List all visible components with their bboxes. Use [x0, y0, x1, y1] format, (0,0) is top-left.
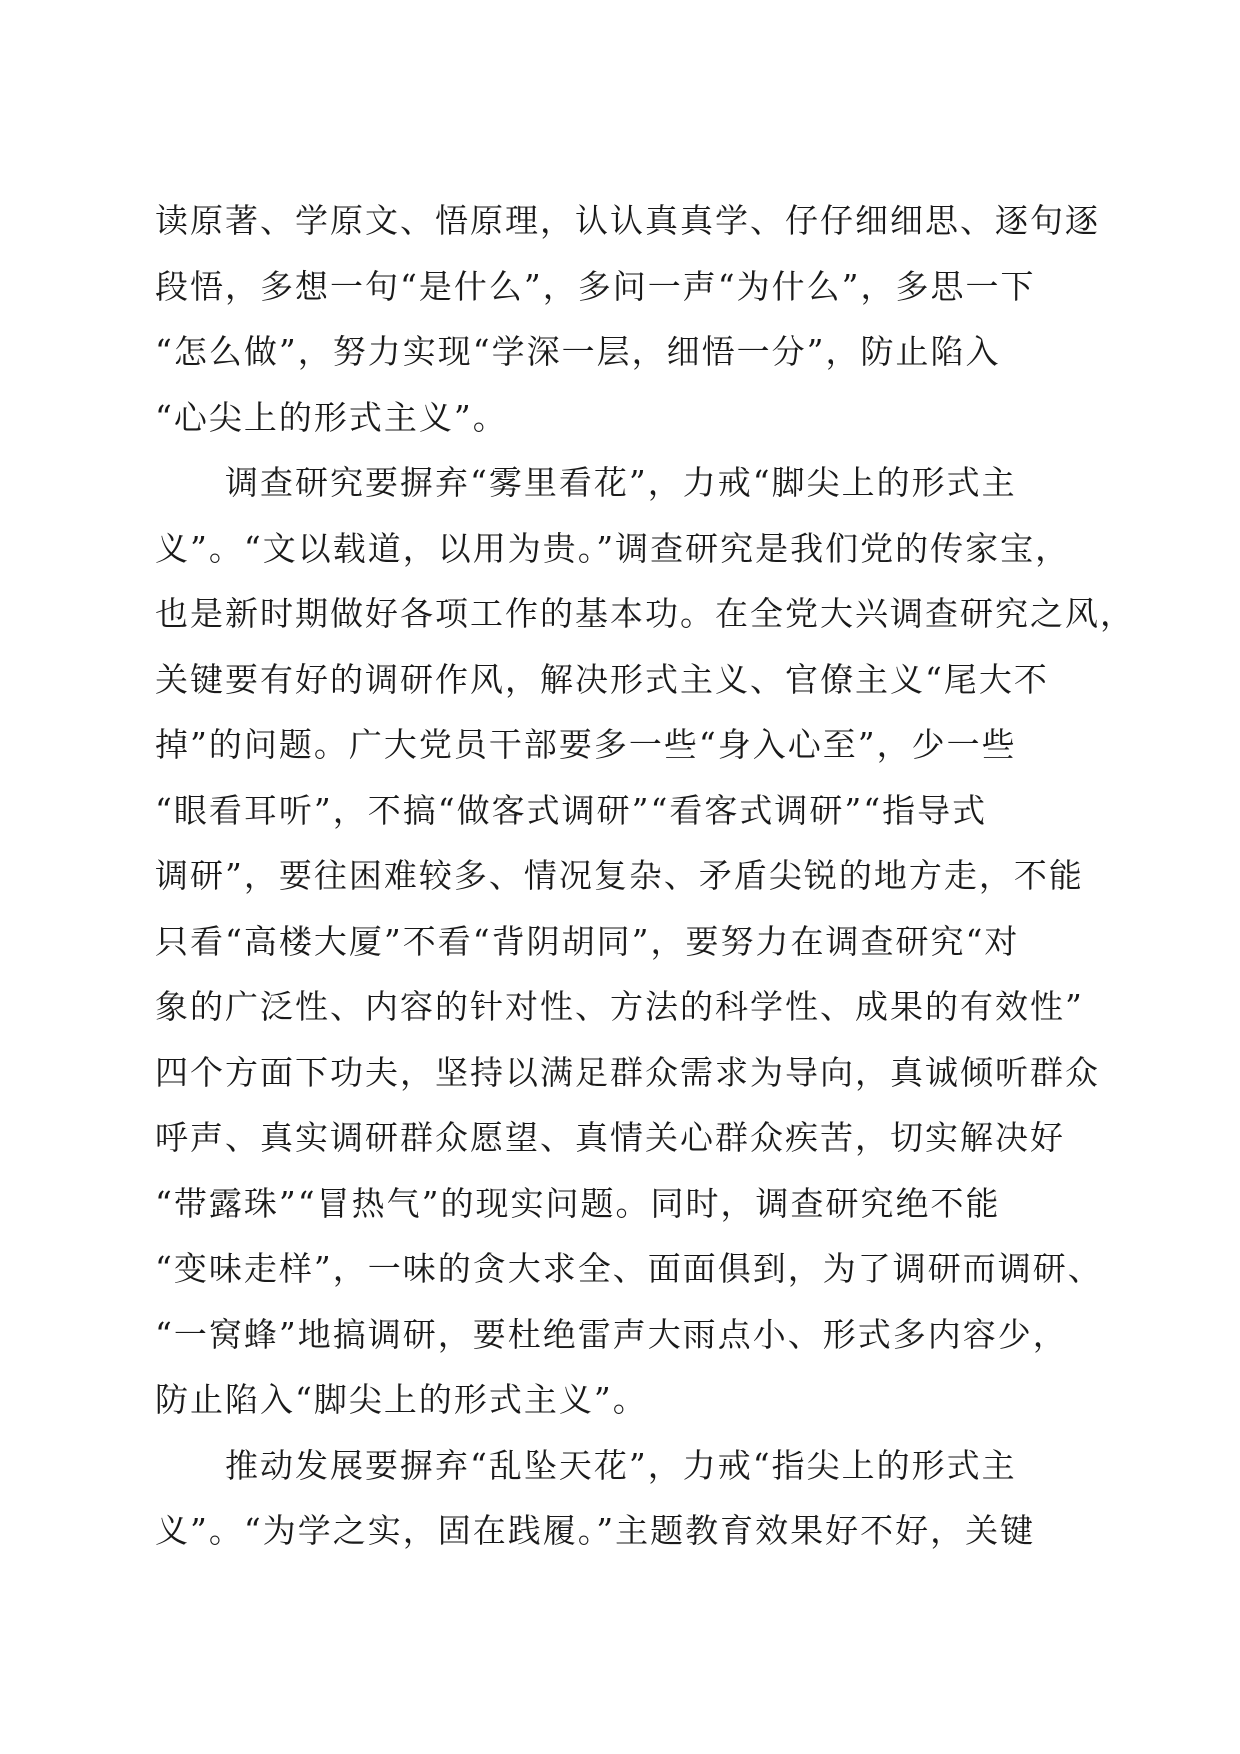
text-line: 象的广泛性、内容的针对性、方法的科学性、成果的有效性” [155, 987, 1084, 1026]
text-line: 关键要有好的调研作风，解决形式主义、官僚主义“尾大不 [155, 659, 1049, 699]
text-line: “心尖上的形式主义”。 [155, 397, 508, 437]
text-line: 防止陷入“脚尖上的形式主义”。 [155, 1380, 648, 1419]
text-line: 呼声、真实调研群众愿望、真情关心群众疾苦，切实解决好 [155, 1118, 1065, 1157]
text-line: “怎么做”，努力实现“学深一层，细悟一分”，防止陷入 [155, 332, 1001, 371]
text-line: “带露珠”“冒热气”的现实问题。同时，调查研究绝不能 [155, 1183, 1001, 1223]
text-line: 也是新时期做好各项工作的基本功。在全党大兴调查研究之风， [155, 594, 1135, 633]
text-line: “眼看耳听”，不搞“做客式调研”“看客式调研”“指导式 [155, 790, 988, 830]
text-line: “一窝蜂”地搞调研，要杜绝雷声大雨点小、形式多内容少， [155, 1314, 1068, 1354]
paragraph-start-line: 推动发展要摒弃“乱坠天花”，力戒“指尖上的形式主 [155, 1445, 1017, 1485]
text-line: 调研”，要往困难较多、情况复杂、矛盾尖锐的地方走，不能 [155, 856, 1084, 895]
body-text [155, 188, 1135, 1564]
text-line: 义”。“文以载道，以用为贵。”调查研究是我们党的传家宝， [155, 528, 1071, 568]
text-line: 四个方面下功夫，坚持以满足群众需求为导向，真诚倾听群众 [155, 1052, 1100, 1092]
text-line: 段悟，多想一句“是什么”，多问一声“为什么”，多思一下 [155, 266, 1036, 306]
text-line: 义”。“为学之实，固在践履。”主题教育效果好不好，关键 [155, 1511, 1036, 1550]
text-line: 读原著、学原文、悟原理，认认真真学、仔仔细细思、逐句逐 [155, 201, 1100, 240]
paragraph-start-line: 调查研究要摒弃“雾里看花”，力戒“脚尖上的形式主 [155, 463, 1017, 502]
text-line: 掉”的问题。广大党员干部要多一些“身入心至”，少一些 [155, 725, 1017, 764]
text-line: 只看“高楼大厦”不看“背阴胡同”，要努力在调查研究“对 [155, 921, 1020, 961]
text-line: “变味走样”，一味的贪大求全、面面俱到，为了调研而调研、 [155, 1249, 1103, 1288]
